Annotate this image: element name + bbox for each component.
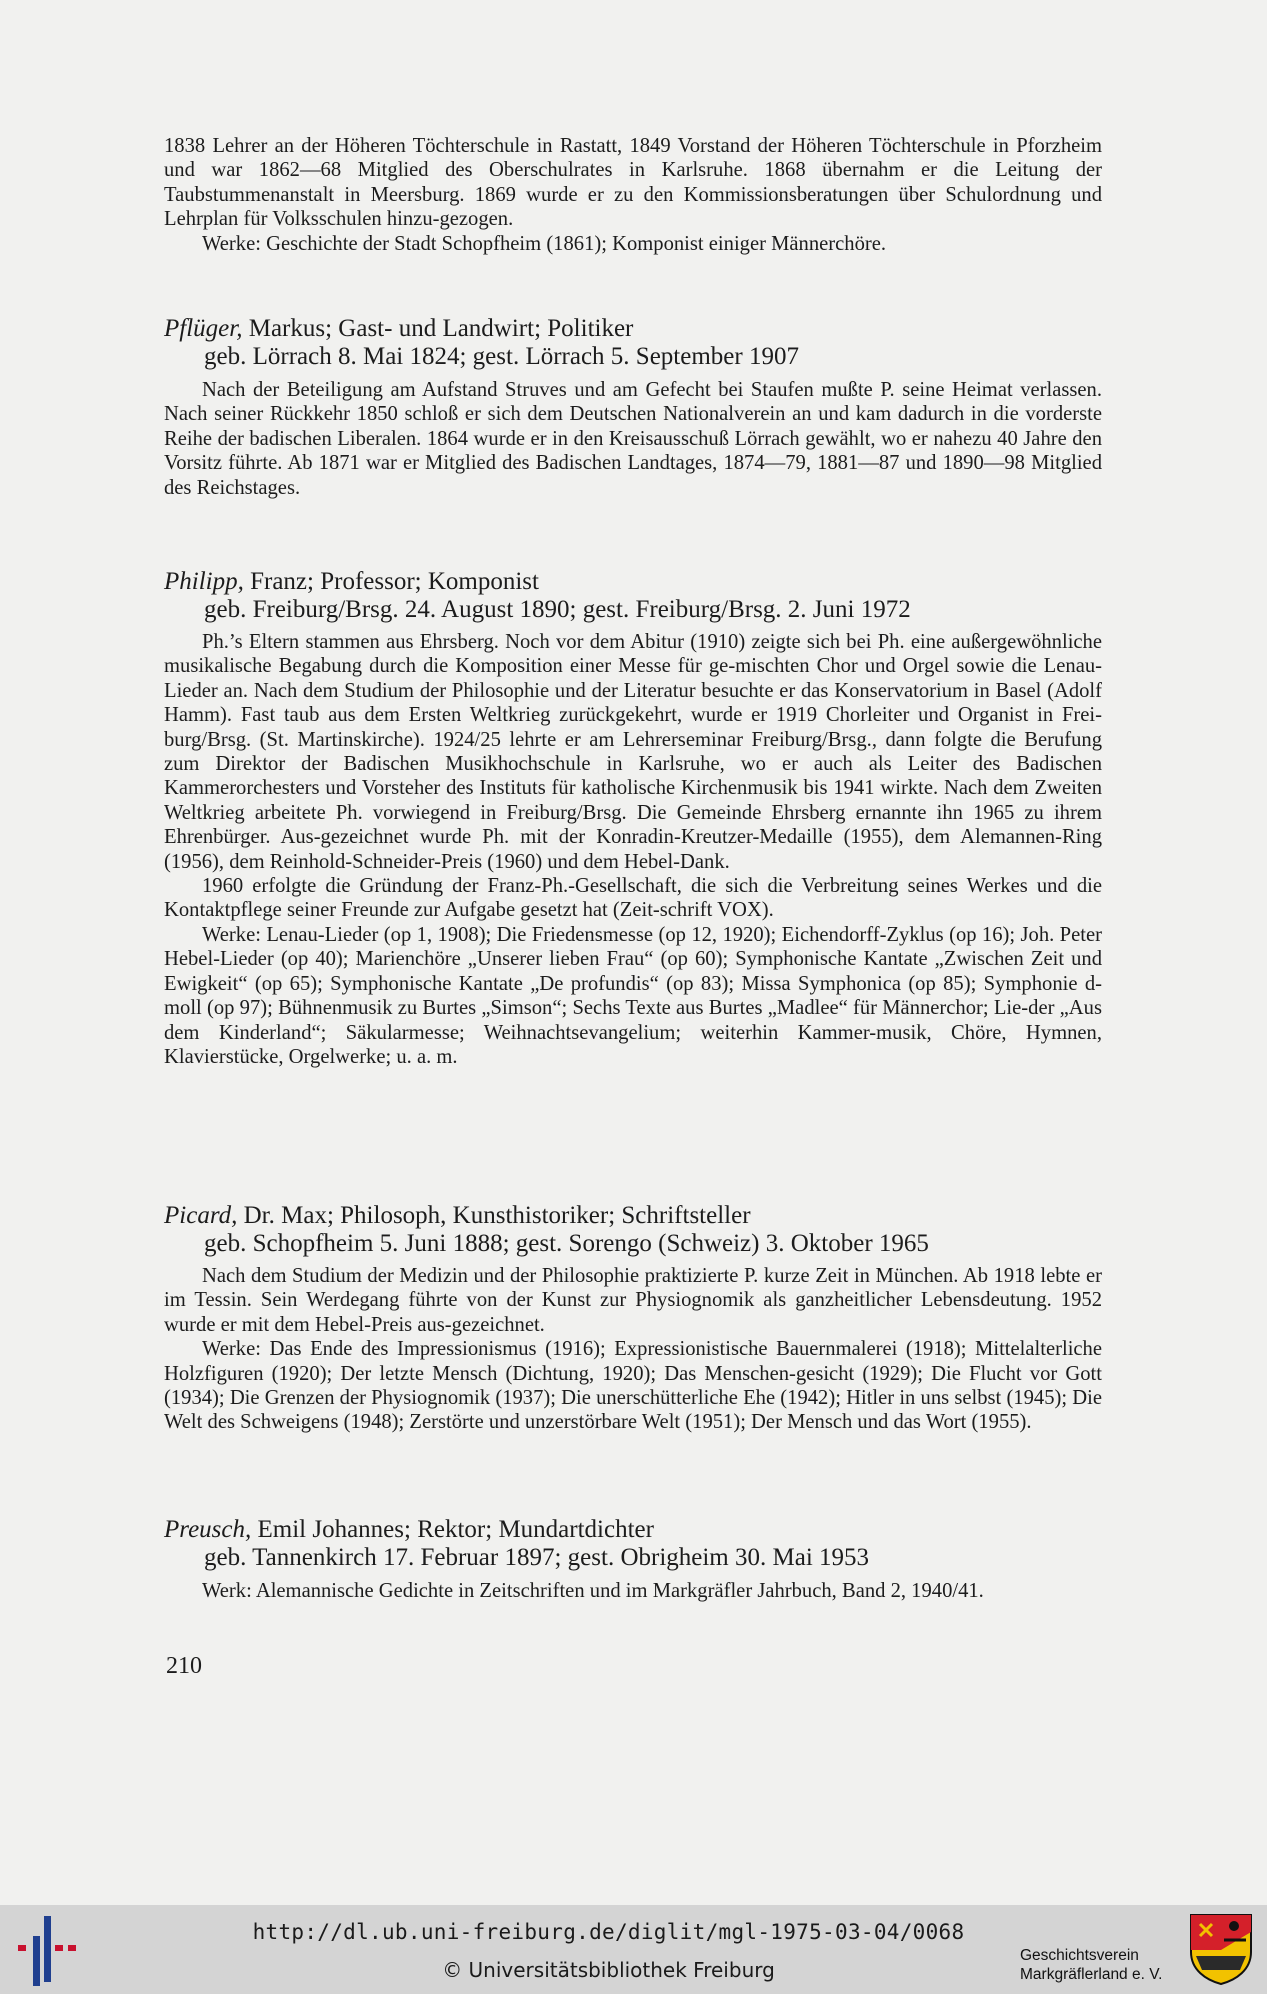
society-line-1: Geschichtsverein xyxy=(1020,1947,1139,1964)
entry-name: Philipp, xyxy=(164,568,244,595)
entry-works: Werke: Das Ende des Impressionismus (1916); Expressionistische Bauernmalerei (1918); Mittelalterliche Holzfiguren (1920); Der letzte Mensch (Dichtung, 1920); Das Menschen-gesicht (1929); Die Flucht vor Gott (1934); Die Grenzen der Physiognomik (1937); Die unerschütterliche Ehe (1942); Hitler in uns selbst (1945); Die Welt des Schweigens (1948); Zerstörte und unzerstörbare Welt (1951); Der Mensch und das Wort (1955). xyxy=(164,1338,1102,1434)
entry-dates: geb. Freiburg/Brsg. 24. August 1890; gest. Freiburg/Brsg. 2. Juni 1972 xyxy=(204,596,911,623)
entry-paragraph: 1960 erfolgte die Gründung der Franz-Ph.-Gesellschaft, die sich die Verbreitung seines Werkes und die Kontaktpflege seiner Freunde zur Aufgabe gesetzt hat (Zeit-schrift VOX). xyxy=(164,875,1102,922)
entry-dates: geb. Schopfheim 5. Juni 1888; gest. Sorengo (Schweiz) 3. Oktober 1965 xyxy=(204,1230,929,1257)
entry-dates: geb. Tannenkirch 17. Februar 1897; gest. Obrigheim 30. Mai 1953 xyxy=(204,1544,870,1571)
entry-roles: Emil Johannes; Rektor; Mundartdichter xyxy=(251,1516,654,1543)
entry-name: Pflüger, xyxy=(164,315,243,342)
page-number: 210 xyxy=(166,1653,202,1679)
entry-roles: Dr. Max; Philosoph, Kunsthistoriker; Schriftsteller xyxy=(237,1202,751,1229)
entry-body-preusch xyxy=(164,1579,1102,1603)
entry-heading-picard xyxy=(164,1202,1102,1258)
entry-body-picard xyxy=(164,1264,1102,1435)
intro-paragraph: 1838 Lehrer an der Höheren Töchterschule in Rastatt, 1849 Vorstand der Höheren Töchterschule in Pforzheim und war 1862—68 Mitglied des Oberschulrates in Karlsruhe. 1868 übernahm er die Leitung der Taubstummenanstalt in Meersburg. 1869 wurde er zu den Kommissionsberatungen über Schulordnung und Lehrplan für Volksschulen hinzu-gezogen. xyxy=(164,135,1102,231)
entry-heading-pflueger xyxy=(164,315,1102,371)
entry-works: Werk: Alemannische Gedichte in Zeitschriften und im Markgräfler Jahrbuch, Band 2, 1940/41. xyxy=(202,1580,984,1602)
permalink-url-text[interactable]: http://dl.ub.uni-freiburg.de/diglit/mgl-1975-03-04/0068 xyxy=(252,1920,965,1944)
entry-works: Werke: Lenau-Lieder (op 1, 1908); Die Friedensmesse (op 12, 1920); Eichendorff-Zyklus (op 16); Joh. Peter Hebel-Lieder (op 40); Marienchöre „Unserer lieben Frau“ (op 60); Symphonische Kantate „Zwischen Zeit und Ewigkeit“ (op 65); Symphonische Kantate „De profundis“ (op 83); Missa Symphonica (op 85); Symphonie d-moll (op 97); Bühnenmusik zu Burtes „Simson“; Sechs Texte aus Burtes „Madlee“ für Männerchor; Lie-der „Aus dem Kinderland“; Säkularmesse; Weihnachtsevangelium; weiterhin Kammer-musik, Chöre, Hymnen, Klavierstücke, Orgelwerke; u. a. m. xyxy=(164,923,1102,1068)
permalink-url[interactable] xyxy=(0,1920,1267,1944)
entry-name: Preusch, xyxy=(164,1516,252,1543)
entry-paragraph: Nach dem Studium der Medizin und der Philosophie praktizierte P. kurze Zeit in München. Ab 1918 lebte er im Tessin. Sein Werdegang führte von der Kunst zur Physiognomik als ganzheitlicher Lebensdeutung. 1952 wurde er mit dem Hebel-Preis aus-gezeichnet. xyxy=(164,1265,1102,1336)
entry-body-pflueger xyxy=(164,378,1102,500)
copyright-text: © Universitätsbibliothek Freiburg xyxy=(442,1958,775,1982)
entry-roles: Franz; Professor; Komponist xyxy=(243,568,539,595)
entry-roles: Markus; Gast- und Landwirt; Politiker xyxy=(242,315,634,342)
society-line-2: Markgräflerland e. V. xyxy=(1020,1966,1163,1983)
entry-heading-preusch xyxy=(164,1516,1102,1572)
entry-name: Picard, xyxy=(164,1202,238,1229)
entry-body-philipp xyxy=(164,630,1102,1069)
society-name xyxy=(1020,1946,1180,1984)
intro-works: Werke: Geschichte der Stadt Schopfheim (1861); Komponist einiger Männerchöre. xyxy=(202,232,887,255)
entry-dates: geb. Lörrach 8. Mai 1824; gest. Lörrach 5. September 1907 xyxy=(204,343,799,370)
entry-paragraph: Nach der Beteiligung am Aufstand Struves und am Gefecht bei Staufen mußte P. seine Heimat verlassen. Nach seiner Rückkehr 1850 schloß er sich dem Deutschen Nationalverein an und kam dadurch in die vorderste Reihe der badischen Liberalen. 1864 wurde er in den Kreisausschuß Lörrach gewählt, wo er nahezu 40 Jahre den Vorsitz führte. Ab 1871 war er Mitglied des Badischen Landtages, 1874—79, 1881—87 und 1890—98 Mitglied des Reichstages. xyxy=(164,379,1102,499)
coat-of-arms-icon xyxy=(1188,1912,1254,1986)
intro-text xyxy=(164,134,1102,256)
entry-heading-philipp xyxy=(164,568,1102,624)
entry-paragraph: Ph.’s Eltern stammen aus Ehrsberg. Noch vor dem Abitur (1910) zeigte sich bei Ph. eine außergewöhnliche musikalische Begabung durch die Komposition einer Messe für ge-mischten Chor und Orgel sowie die Lenau-Lieder an. Nach dem Studium der Philosophie und der Literatur besuchte er das Konservatorium in Basel (Adolf Hamm). Fast taub aus dem Ersten Weltkrieg zurückgekehrt, wurde er 1919 Chorleiter und Organist in Frei-burg/Brsg. (St. Martinskirche). 1924/25 lehrte er am Lehrerseminar Freiburg/Brsg., dann folgte die Berufung zum Direktor der Badischen Musikhochschule in Karlsruhe, wo er auch als Leiter des Badischen Kammerorchesters und Vorsteher des Instituts für katholische Kirchenmusik bis 1941 wirkte. Nach dem Zweiten Weltkrieg arbeitete Ph. vorwiegend in Freiburg/Brsg. Die Gemeinde Ehrsberg ernannte ihn 1965 zu ihrem Ehrenbürger. Aus-gezeichnet wurde Ph. mit der Konradin-Kreutzer-Medaille (1955), dem Alemannen-Ring (1956), dem Reinhold-Schneider-Preis (1960) und dem Hebel-Dank. xyxy=(164,631,1102,873)
